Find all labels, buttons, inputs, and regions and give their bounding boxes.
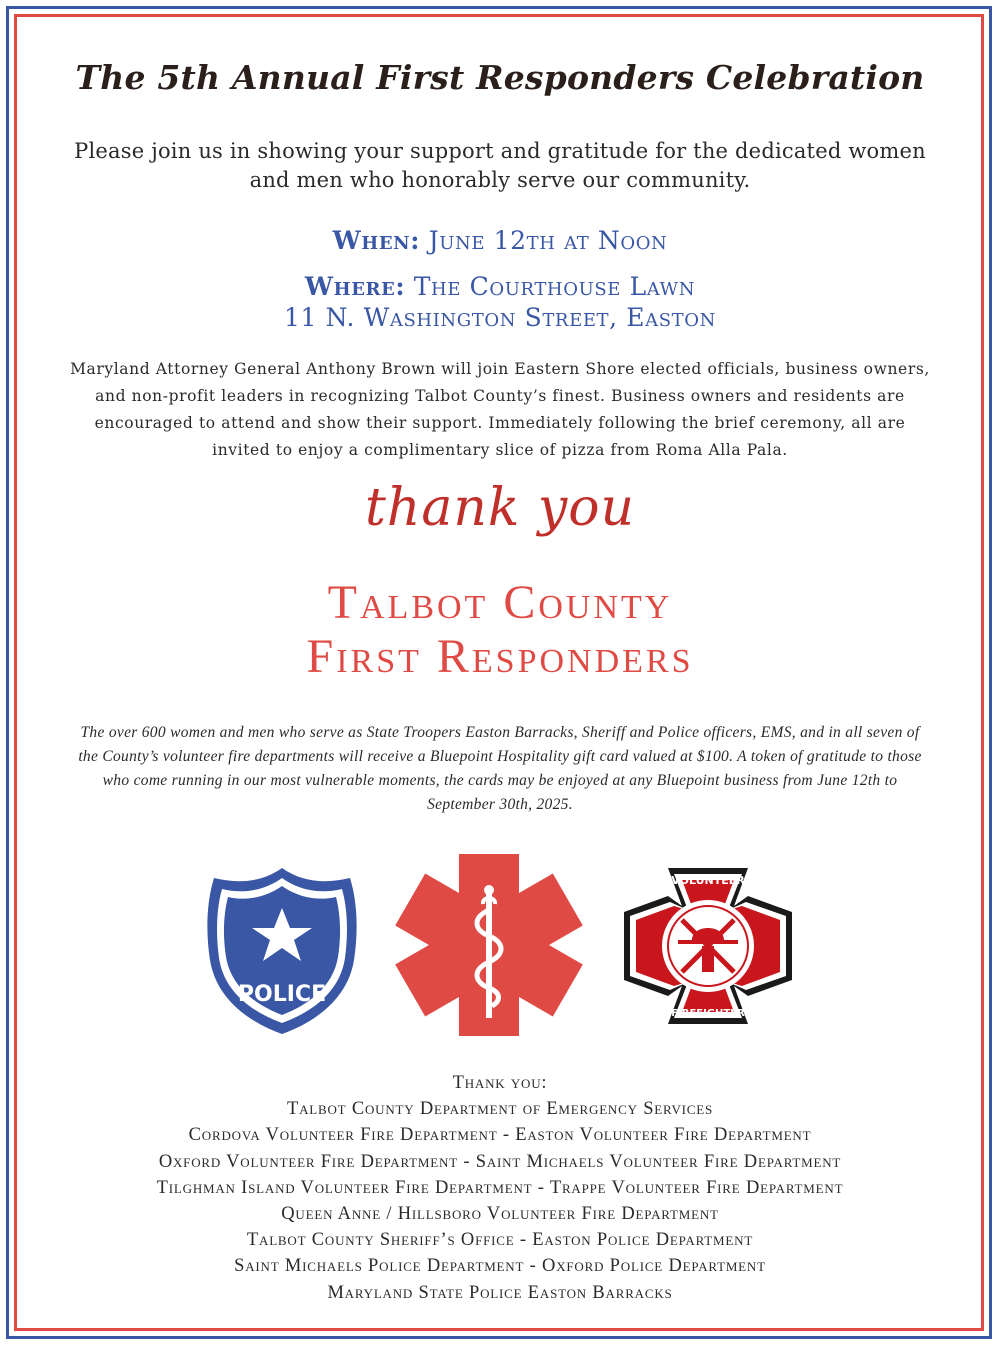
credits-list	[20, 1070, 980, 1306]
fire-badge-bottom-label: FIREFIGHTER	[671, 1008, 745, 1019]
credits-line: Talbot County Sheriff’s Office - Easton Police Department	[246, 1230, 754, 1251]
page-title: The 5th Annual First Responders Celebration	[75, 58, 925, 97]
event-when	[0, 226, 1000, 255]
headline	[0, 576, 1000, 684]
firefighter-cross-icon	[612, 860, 804, 1032]
details-paragraph: Maryland Attorney General Anthony Brown will join Eastern Shore elected officials, business owners, and non-profit leaders in recognizing Talbot County’s finest. Business owners and residents are encouraged to attend and show their support. Immediately following the brief ceremony, all are invited to enjoy a complimentary slice of pizza from Roma Alla Pala.	[70, 360, 930, 459]
when-label: When:	[332, 226, 421, 255]
where-label: Where:	[304, 272, 406, 301]
badge-row	[0, 850, 1000, 1040]
credits-line: Talbot County Department of Emergency Services	[286, 1099, 714, 1120]
credits-line: Saint Michaels Police Department - Oxford Police Department	[234, 1256, 766, 1277]
credits-line: Oxford Volunteer Fire Department - Saint Michaels Volunteer Fire Department	[158, 1151, 842, 1172]
credits-line: Tilghman Island Volunteer Fire Department - Trappe Volunteer Fire Department	[156, 1177, 844, 1198]
gift-card-paragraph: The over 600 women and men who serve as State Troopers Easton Barracks, Sheriff and Police officers, EMS, and in all seven of the County’s volunteer fire departments will receive a Bluepoint Hospitality gift card valued at $100. A token of gratitude to those who come running in our most vulnerable moments, the cards may be enjoyed at any Bluepoint business from June 12th to September 30th, 2025.	[78, 724, 922, 813]
headline-line-2: First Responders	[306, 630, 694, 683]
headline-line-1: Talbot County	[327, 576, 673, 629]
where-value: The Courthouse Lawn	[413, 272, 696, 301]
when-value: June 12th at Noon	[428, 226, 668, 255]
intro-text: Please join us in showing your support and gratitude for the dedicated women and men who honorably serve our community.	[74, 139, 926, 192]
credits-heading: Thank you:	[452, 1073, 548, 1093]
fire-badge-top-label: VOLUNTEER	[671, 874, 745, 887]
star-of-life-icon	[386, 854, 592, 1036]
credits-line: Maryland State Police Easton Barracks	[327, 1282, 673, 1303]
thank-you-script: thank you	[364, 478, 636, 538]
event-address: 11 N. Washington Street, Easton	[284, 303, 716, 332]
event-where	[0, 271, 1000, 333]
credits-line: Queen Anne / Hillsboro Volunteer Fire Department	[281, 1204, 719, 1225]
police-badge-icon	[202, 864, 362, 1036]
police-badge-label: POLICE	[237, 982, 327, 1007]
credits-line: Cordova Volunteer Fire Department - Easton Volunteer Fire Department	[188, 1125, 812, 1146]
